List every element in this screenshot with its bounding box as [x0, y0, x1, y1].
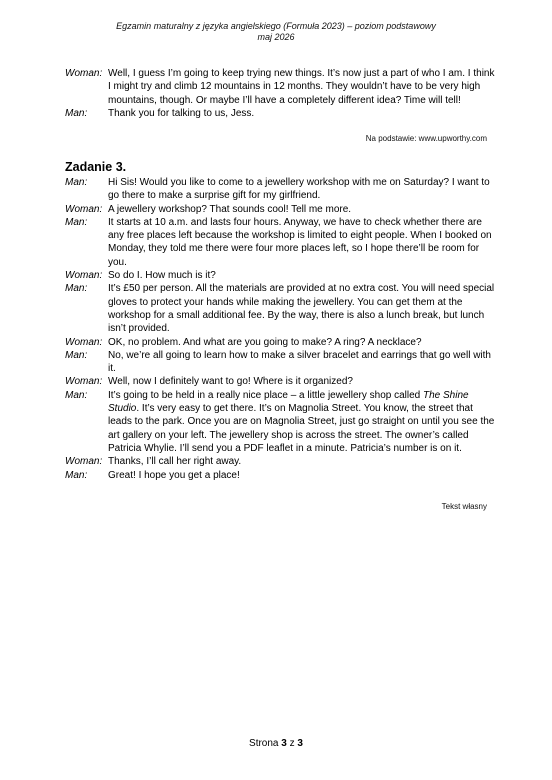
- speaker-label: Woman:: [65, 376, 103, 388]
- speaker-label: Man:: [65, 177, 88, 188]
- source-note: Tekst własny: [441, 502, 487, 511]
- turn-text: Great! I hope you get a place!: [108, 469, 240, 481]
- footer-page-total: 3: [297, 738, 303, 749]
- previous-dialogue: [65, 67, 495, 120]
- page-header: [0, 21, 552, 43]
- shop-name: The Shine Studio: [108, 389, 469, 415]
- footer-page-number: 3: [281, 738, 287, 749]
- dialogue-turn: [65, 469, 495, 482]
- turn-text: So do I. How much is it?: [108, 270, 216, 282]
- speaker-label: Woman:: [65, 203, 103, 215]
- turn-text: Thank you for talking to us, Jess.: [108, 107, 255, 119]
- footer-prefix: Strona: [249, 738, 282, 749]
- footer-middle: z: [286, 738, 298, 749]
- dialogue-turn: [65, 282, 495, 335]
- dialogue-turn: [65, 336, 495, 349]
- source-note: Na podstawie: www.upworthy.com: [365, 134, 487, 143]
- dialogue-turn: [65, 107, 495, 120]
- turn-text: Well, I guess I’m going to keep trying new things. It’s now just a part of who I am. I think I might try and climb 12 mountains in 12 months. They wouldn’t have to be very high mountains, though. Or maybe I’ll have a completely different idea? Time will tell!: [108, 68, 495, 106]
- turn-text: Hi Sis! Would you like to come to a jewellery workshop with me on Saturday? I want to go there to make a surprise gift for my girlfriend.: [108, 177, 490, 202]
- speaker-label: Man:: [65, 216, 88, 228]
- speaker-label: Woman:: [65, 270, 103, 282]
- speaker-label: Man:: [65, 469, 88, 481]
- turn-text-part: It’s going to be held in a really nice place – a little jewellery shop called: [108, 389, 423, 401]
- dialogue-turn: [65, 176, 495, 203]
- task-title: Zadanie 3.: [65, 160, 127, 174]
- turn-text-part: . It’s very easy to get there. It’s on Magnolia Street. You know, the street that leads to the park. Once you are on Magnolia Street, just go straight on until you see the art gallery on your left. The jewellery shop is across the street. The owner’s called Patricia Whylie. I’ll send you a PDF leaflet in a minute. Patricia’s number is on it.: [108, 403, 495, 454]
- turn-text: It starts at 10 a.m. and lasts four hours. Anyway, we have to check whether there are any free places left because the workshop is limited to eight people. When I booked on Monday, they told me there were four more places left, so I hope there’ll be room for you.: [108, 216, 492, 268]
- dialogue-turn: [65, 389, 495, 455]
- speaker-label: Woman:: [65, 456, 103, 468]
- page-footer: [0, 738, 552, 749]
- speaker-label: Woman:: [65, 68, 103, 79]
- dialogue-turn: [65, 269, 495, 282]
- dialogue-turn: [65, 203, 495, 216]
- task-dialogue: [65, 176, 495, 482]
- dialogue-turn: [65, 455, 495, 468]
- turn-text: It’s £50 per person. All the materials are provided at no extra cost. You will need special gloves to protect your hands while making the jewellery. You can get them at the workshop for a small additional fee. By the way, there is also a lunch break, but lunch isn’t provided.: [108, 283, 495, 335]
- turn-text: [108, 389, 495, 455]
- turn-text: Well, now I definitely want to go! Where is it organized?: [108, 376, 353, 388]
- turn-text: OK, no problem. And what are you going to make? A ring? A necklace?: [108, 336, 422, 348]
- speaker-label: Man:: [65, 283, 88, 295]
- turn-text: No, we’re all going to learn how to make a silver bracelet and earrings that go well with it.: [108, 349, 491, 375]
- dialogue-turn: [65, 375, 495, 388]
- speaker-label: Man:: [65, 107, 88, 119]
- turn-text: Thanks, I’ll call her right away.: [108, 456, 242, 468]
- speaker-label: Man:: [65, 349, 88, 361]
- dialogue-turn: [65, 67, 495, 107]
- header-exam-title: Egzamin maturalny z języka angielskiego (Formuła 2023) – poziom podstawowy: [116, 21, 436, 31]
- header-date: maj 2026: [257, 32, 295, 42]
- turn-text: A jewellery workshop? That sounds cool! Tell me more.: [108, 203, 352, 215]
- dialogue-turn: [65, 216, 495, 269]
- dialogue-turn: [65, 349, 495, 376]
- speaker-label: Man:: [65, 389, 88, 401]
- speaker-label: Woman:: [65, 336, 103, 348]
